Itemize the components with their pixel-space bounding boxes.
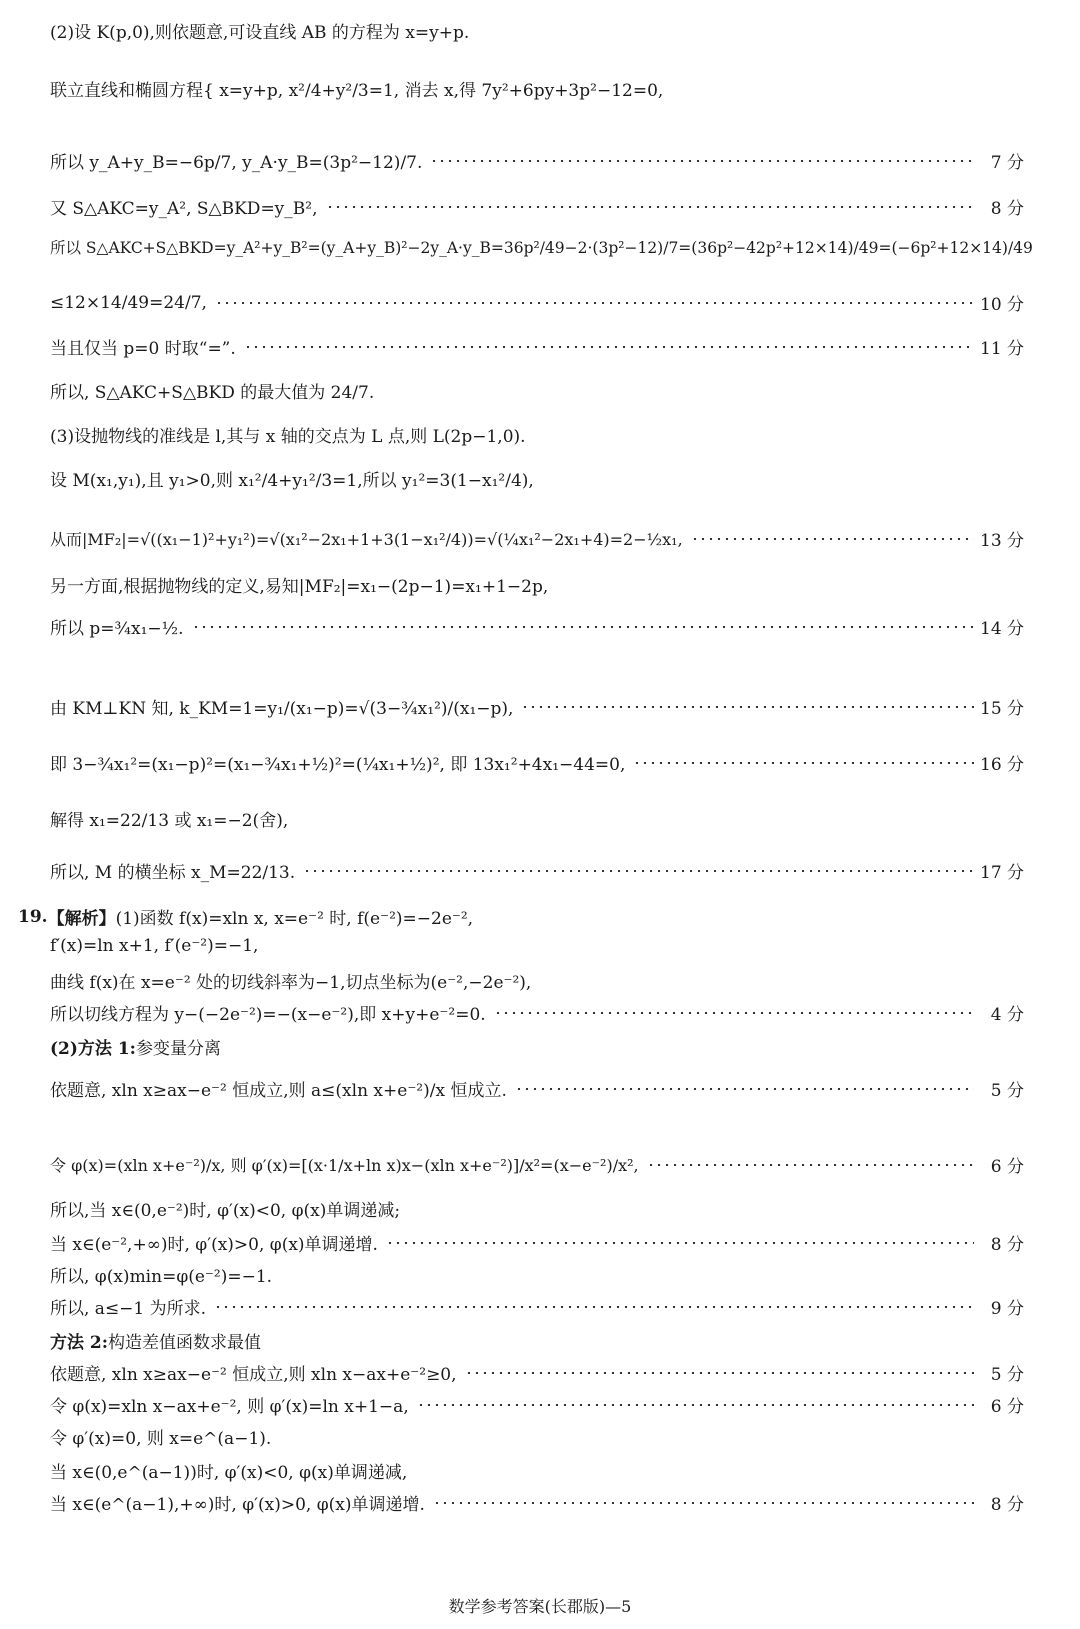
line-text: 联立直线和椭圆方程{ x=y+p, x²/4+y²/3=1, 消去 x,得 7y²+6py+3p²−12=0, [50,81,664,101]
solution-line [0,1294,1080,1319]
line-text: 当 x∈(0,e^(a−1))时, φ′(x)<0, φ(x)单调递减, [50,1463,408,1483]
solution-line [0,1458,1080,1483]
line-text: 所以 p=¾x₁−½. [50,619,184,639]
solution-line [0,1262,1080,1287]
solution-line [0,858,1080,883]
dot-leader [521,706,974,708]
solution-line [0,378,1080,403]
score-mark: 17 分 [980,863,1025,883]
solution-line [0,1076,1080,1101]
line-text: 从而|MF₂|=√((x₁−1)²+y₁²)=√(x₁²−2x₁+1+3(1−x₁²/4))=√(¼x₁²−2x₁+4)=2−½x₁, [50,530,683,549]
page-footer: 数学参考答案(长郡版)—5 [448,1597,632,1616]
dot-leader [430,160,974,162]
solution-line [0,1034,1080,1059]
dot-leader [215,302,974,304]
line-text: 所以,当 x∈(0,e⁻²)时, φ′(x)<0, φ(x)单调递减; [50,1201,401,1221]
dot-leader [214,1306,974,1308]
line-text: (1)函数 f(x)=xln x, x=e⁻² 时, f(e⁻²)=−2e⁻², [115,909,474,929]
solution-line [0,1392,1080,1417]
line-text: 当 x∈(e^(a−1),+∞)时, φ′(x)>0, φ(x)单调递增. [50,1495,425,1515]
solution-line [0,614,1080,639]
score-mark: 14 分 [980,619,1025,639]
line-text: 所以, a≤−1 为所求. [50,1299,207,1319]
solution-line [0,18,1080,43]
solution-line [0,936,1080,956]
line-text: 当 x∈(e⁻²,+∞)时, φ′(x)>0, φ(x)单调递增. [50,1235,378,1255]
solution-line [0,1328,1080,1353]
score-mark: 4 分 [990,1005,1024,1025]
score-mark: 8 分 [990,1235,1024,1255]
score-mark: 8 分 [990,199,1024,219]
score-mark: 16 分 [980,755,1025,775]
score-mark: 6 分 [990,1157,1024,1177]
solution-line [0,236,1080,258]
line-text: 所以, φ(x)min=φ(e⁻²)=−1. [50,1267,273,1287]
solution-line [0,1196,1080,1221]
solution-line [0,466,1080,491]
solution-line [0,1360,1080,1385]
dot-leader [515,1088,974,1090]
dot-leader [417,1404,974,1406]
dot-leader [647,1164,974,1166]
solution-line [0,334,1080,359]
dot-leader [192,626,974,628]
line-text: 依题意, xln x≥ax−e⁻² 恒成立,则 xln x−ax+e⁻²≥0, [50,1365,457,1385]
line-text: 曲线 f(x)在 x=e⁻² 处的切线斜率为−1,切点坐标为(e⁻²,−2e⁻²), [50,973,532,993]
line-text: 所以切线方程为 y−(−2e⁻²)=−(x−e⁻²),即 x+y+e⁻²=0. [50,1005,486,1025]
analysis-label: 【解析】 [47,909,116,929]
dot-leader [494,1012,974,1014]
line-text: 令 φ(x)=xln x−ax+e⁻², 则 φ′(x)=ln x+1−a, [50,1397,409,1417]
solution-line [0,1000,1080,1025]
solution-line [0,148,1080,173]
line-text: 所以, M 的横坐标 x_M=22/13. [50,863,296,883]
dot-leader [691,538,974,540]
line-text: 构造差值函数求最值 [108,1333,262,1353]
score-mark: 8 分 [990,1495,1024,1515]
solution-line [0,572,1080,597]
line-text: 当且仅当 p=0 时取“=”. [50,339,236,359]
score-mark: 5 分 [990,1081,1024,1101]
line-text: 所以 S△AKC+S△BKD=y_A²+y_B²=(y_A+y_B)²−2y_A·y_B=36p²/49−2·(3p²−12)/7=(36p²−42p²+12×14)/49=(−6p²+12×14)/49 [50,239,1033,257]
score-mark: 11 分 [980,339,1025,359]
line-text: 依题意, xln x≥ax−e⁻² 恒成立,则 a≤(xln x+e⁻²)/x 恒成立. [50,1081,507,1101]
score-mark: 10 分 [980,295,1025,315]
line-text: 又 S△AKC=y_A², S△BKD=y_B², [50,199,318,219]
dot-leader [326,206,974,208]
line-text: 由 KM⊥KN 知, k_KM=1=y₁/(x₁−p)=√(3−¾x₁²)/(x₁−p), [50,699,514,719]
solution-line [0,1490,1080,1515]
line-text: 另一方面,根据抛物线的定义,易知|MF₂|=x₁−(2p−1)=x₁+1−2p, [50,577,549,597]
line-text: (3)设抛物线的准线是 l,其与 x 轴的交点为 L 点,则 L(2p−1,0). [50,427,526,447]
line-text: f′(x)=ln x+1, f′(e⁻²)=−1, [50,936,259,956]
method-label: (2)方法 1: [50,1039,136,1059]
question-number: 19. [18,906,48,927]
solution-line [0,968,1080,993]
score-mark: 9 分 [990,1299,1024,1319]
line-text: 令 φ′(x)=0, 则 x=e^(a−1). [50,1429,272,1449]
solution-line [0,1424,1080,1449]
score-mark: 13 分 [980,531,1025,551]
line-text: 设 M(x₁,y₁),且 y₁>0,则 x₁²/4+y₁²/3=1,所以 y₁²=3(1−x₁²/4), [50,471,534,491]
dot-leader [303,870,974,872]
line-text: ≤12×14/49=24/7, [50,292,207,313]
dot-leader [465,1372,974,1374]
score-mark: 15 分 [980,699,1025,719]
line-text: (2)设 K(p,0),则依题意,可设直线 AB 的方程为 x=y+p. [50,23,470,43]
dot-leader [633,762,974,764]
solution-line [0,806,1080,831]
dot-leader [244,346,974,348]
score-mark: 7 分 [990,153,1024,173]
score-mark: 6 分 [990,1397,1024,1417]
line-text: 解得 x₁=22/13 或 x₁=−2(舍), [50,811,289,831]
solution-line [0,422,1080,447]
line-text: 即 3−¾x₁²=(x₁−p)²=(x₁−¾x₁+½)²=(¼x₁+½)², 即 13x₁²+4x₁−44=0, [50,755,626,775]
solution-line [0,904,1080,929]
dot-leader [433,1502,974,1504]
solution-line [0,194,1080,219]
solution-line [0,694,1080,719]
solution-line [0,290,1080,315]
line-text: 所以, S△AKC+S△BKD 的最大值为 24/7. [50,383,375,403]
solution-line [0,76,1080,101]
score-mark: 5 分 [990,1365,1024,1385]
dot-leader [386,1242,974,1244]
solution-line [0,1230,1080,1255]
method-label: 方法 2: [50,1333,109,1353]
solution-line [0,1152,1080,1177]
solution-line [0,526,1080,551]
line-text: 所以 y_A+y_B=−6p/7, y_A·y_B=(3p²−12)/7. [50,153,423,173]
line-text: 参变量分离 [135,1039,221,1059]
line-text: 令 φ(x)=(xln x+e⁻²)/x, 则 φ′(x)=[(x·1/x+ln x)x−(xln x+e⁻²)]/x²=(x−e⁻²)/x², [50,1156,639,1175]
solution-line [0,750,1080,775]
